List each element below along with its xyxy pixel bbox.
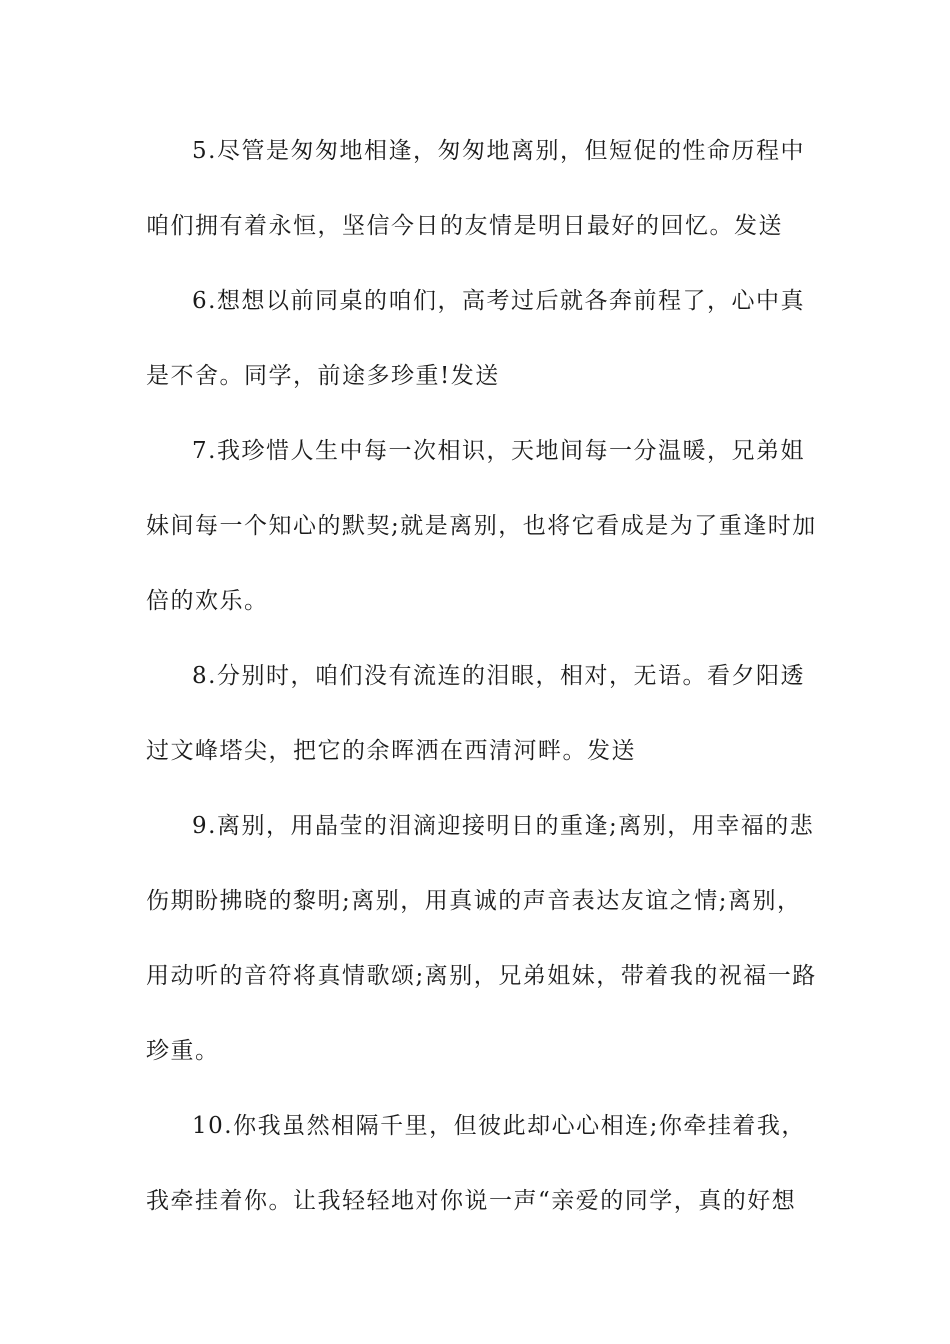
paragraph-7-line-3: 倍的欢乐。 bbox=[146, 588, 269, 614]
paragraph-9-line-3: 用动听的音符将真情歌颂;离别，兄弟姐妹，带着我的祝福一路 bbox=[146, 963, 817, 989]
paragraph-7-line-2: 妹间每一个知心的默契;就是离别，也将它看成是为了重逢时加 bbox=[146, 513, 817, 539]
paragraph-8-line-1: 8.分别时，咱们没有流连的泪眼，相对，无语。看夕阳透 bbox=[192, 663, 805, 689]
paragraph-9-line-2: 伤期盼拂晓的黎明;离别，用真诚的声音表达友谊之情;离别， bbox=[146, 888, 802, 914]
paragraph-10-line-2: 我牵挂着你。让我轻轻地对你说一声“亲爱的同学，真的好想 bbox=[146, 1188, 797, 1214]
paragraph-8-line-2: 过文峰塔尖，把它的余晖洒在西清河畔。发送 bbox=[146, 738, 636, 764]
paragraph-9-line-1: 9.离别，用晶莹的泪滴迎接明日的重逢;离别，用幸福的悲 bbox=[192, 813, 815, 839]
paragraph-7-line-1: 7.我珍惜人生中每一次相识，天地间每一分温暖，兄弟姐 bbox=[192, 438, 805, 464]
paragraph-10-line-1: 10.你我虽然相隔千里，但彼此却心心相连;你牵挂着我， bbox=[192, 1113, 806, 1139]
paragraph-6-line-2: 是不舍。同学，前途多珍重!发送 bbox=[146, 363, 500, 389]
paragraph-9-line-4: 珍重。 bbox=[146, 1038, 220, 1064]
paragraph-5-line-2: 咱们拥有着永恒，坚信今日的友情是明日最好的回忆。发送 bbox=[146, 213, 783, 239]
paragraph-5-line-1: 5.尽管是匆匆地相逢，匆匆地离别，但短促的性命历程中 bbox=[192, 138, 805, 164]
paragraph-6-line-1: 6.想想以前同桌的咱们，高考过后就各奔前程了，心中真 bbox=[192, 288, 805, 314]
